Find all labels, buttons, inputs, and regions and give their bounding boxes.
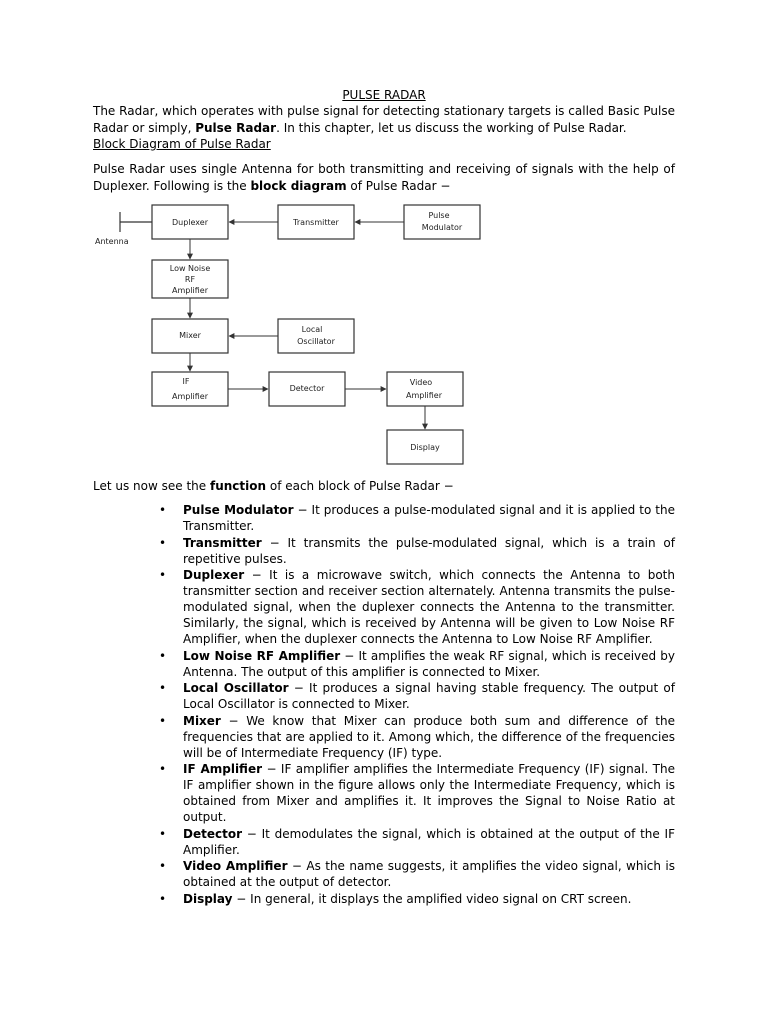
if-amplifier-label-2: Amplifier (171, 392, 209, 401)
intro-text-1: The Radar, which operates with pulse signal for detecting stationary targets is called Basic Pulse Radar or simply, (93, 104, 675, 135)
bullet: • (159, 891, 167, 906)
intro-bold: Pulse Radar (195, 120, 277, 135)
intro-text-2: . In this chapter, let us discuss the working of Pulse Radar. (276, 120, 627, 135)
lna-label-1: Low Noise (169, 264, 211, 273)
bullet: • (159, 681, 167, 695)
intro-paragraph (93, 103, 675, 136)
video-amplifier-label-2: Amplifier (405, 391, 443, 400)
section-heading: Block Diagram of Pulse Radar (93, 137, 271, 151)
item-desc: − It produces a pulse-modulated signal and it is applied to the Transmitter. (183, 503, 675, 533)
item-desc: − As the name suggests, it amplifies the video signal, which is obtained at the output of detector. (183, 859, 675, 889)
para3-text-2: of each block of Pulse Radar − (266, 479, 454, 493)
page-title: PULSE RADAR (342, 88, 426, 102)
para3-text-1: Let us now see the (93, 479, 210, 493)
item-desc: − It transmits the pulse-modulated signal, which is a train of repetitive pulses. (183, 535, 675, 566)
para2-bold: block diagram (250, 178, 347, 193)
list-item (93, 567, 675, 647)
display-label: Display (410, 443, 440, 452)
video-amplifier-label-1: Video (409, 378, 433, 387)
bullet: • (159, 826, 167, 841)
item-name: Transmitter (183, 535, 262, 550)
item-desc: − We know that Mixer can produce both sum and difference of the frequencies that are applied to it. Among which, the difference of the frequencies will be of Intermediate Frequency (IF) type. (183, 713, 675, 760)
lna-label-2: RF (184, 275, 196, 284)
item-name: IF Amplifier (183, 762, 263, 776)
local-oscillator-label-1: Local (301, 325, 323, 334)
item-name: Pulse Modulator (183, 503, 294, 517)
item-desc: − IF amplifier amplifies the Intermediate Frequency (IF) signal. The IF amplifier shown in the figure allows only the Intermediate Frequency, which is obtained from Mixer and amplifies it. It improves the Signal to Noise Ratio at output. (183, 762, 675, 824)
bullet: • (159, 713, 167, 728)
bullet: • (159, 535, 167, 550)
list-item (93, 826, 675, 858)
function-intro-paragraph (93, 478, 675, 495)
item-desc: − It amplifies the weak RF signal, which is received by Antenna. The output of this amplifier is connected to Mixer. (183, 648, 675, 679)
bullet: • (159, 762, 167, 776)
para2-text-1: Pulse Radar uses single Antenna for both transmitting and receiving of signals with the help of Duplexer. Following is the (93, 162, 675, 193)
local-oscillator-label-2: Oscillator (297, 337, 335, 346)
lna-label-3: Amplifier (171, 286, 209, 295)
transmitter-label: Transmitter (293, 218, 339, 227)
list-item (93, 713, 675, 761)
mixer-label: Mixer (179, 331, 201, 340)
item-name: Mixer (183, 713, 221, 728)
duplexer-label: Duplexer (171, 218, 209, 227)
item-name: Duplexer (183, 568, 245, 582)
item-name: Detector (183, 826, 242, 841)
pulse-modulator-label-1: Pulse (428, 211, 450, 220)
pulse-modulator-label-2: Modulator (421, 223, 463, 232)
item-desc: − It is a microwave switch, which connects the Antenna to both transmitter section and receiver section alternately. Antenna transmits the pulse-modulated signal, when the duplexer connects the Antenna to the transmitter. Similarly, the signal, which is received by Antenna will be given to Low Noise RF Amplifier, when the duplexer connects the Antenna to Low Noise RF Amplifier. (183, 568, 675, 646)
if-amplifier-label-1: IF (182, 377, 190, 386)
list-item (93, 891, 675, 907)
para2-text-2: of Pulse Radar − (346, 178, 451, 193)
bullet: • (159, 648, 167, 663)
list-item (93, 761, 675, 825)
item-name: Video Amplifier (183, 859, 288, 873)
bullet: • (159, 503, 167, 517)
item-name: Local Oscillator (183, 681, 289, 695)
list-item (93, 535, 675, 567)
item-name: Display (183, 891, 233, 906)
item-desc: − It demodulates the signal, which is obtained at the output of the IF Amplifier. (183, 826, 675, 857)
list-item (93, 502, 675, 534)
block-diagram-paragraph (93, 161, 675, 194)
bullet: • (159, 859, 167, 873)
antenna-label: Antenna (95, 237, 129, 246)
list-item (93, 648, 675, 680)
detector-label: Detector (289, 384, 325, 393)
list-item (93, 680, 675, 712)
item-name: Low Noise RF Amplifier (183, 648, 341, 663)
block-diagram (88, 198, 488, 470)
item-desc: − In general, it displays the amplified video signal on CRT screen. (232, 891, 632, 906)
para3-bold: function (209, 479, 267, 493)
item-desc: − It produces a signal having stable frequency. The output of Local Oscillator is connected to Mixer. (183, 681, 675, 711)
antenna-symbol (120, 212, 152, 232)
function-list (93, 502, 675, 907)
bullet: • (159, 568, 167, 582)
list-item (93, 858, 675, 890)
